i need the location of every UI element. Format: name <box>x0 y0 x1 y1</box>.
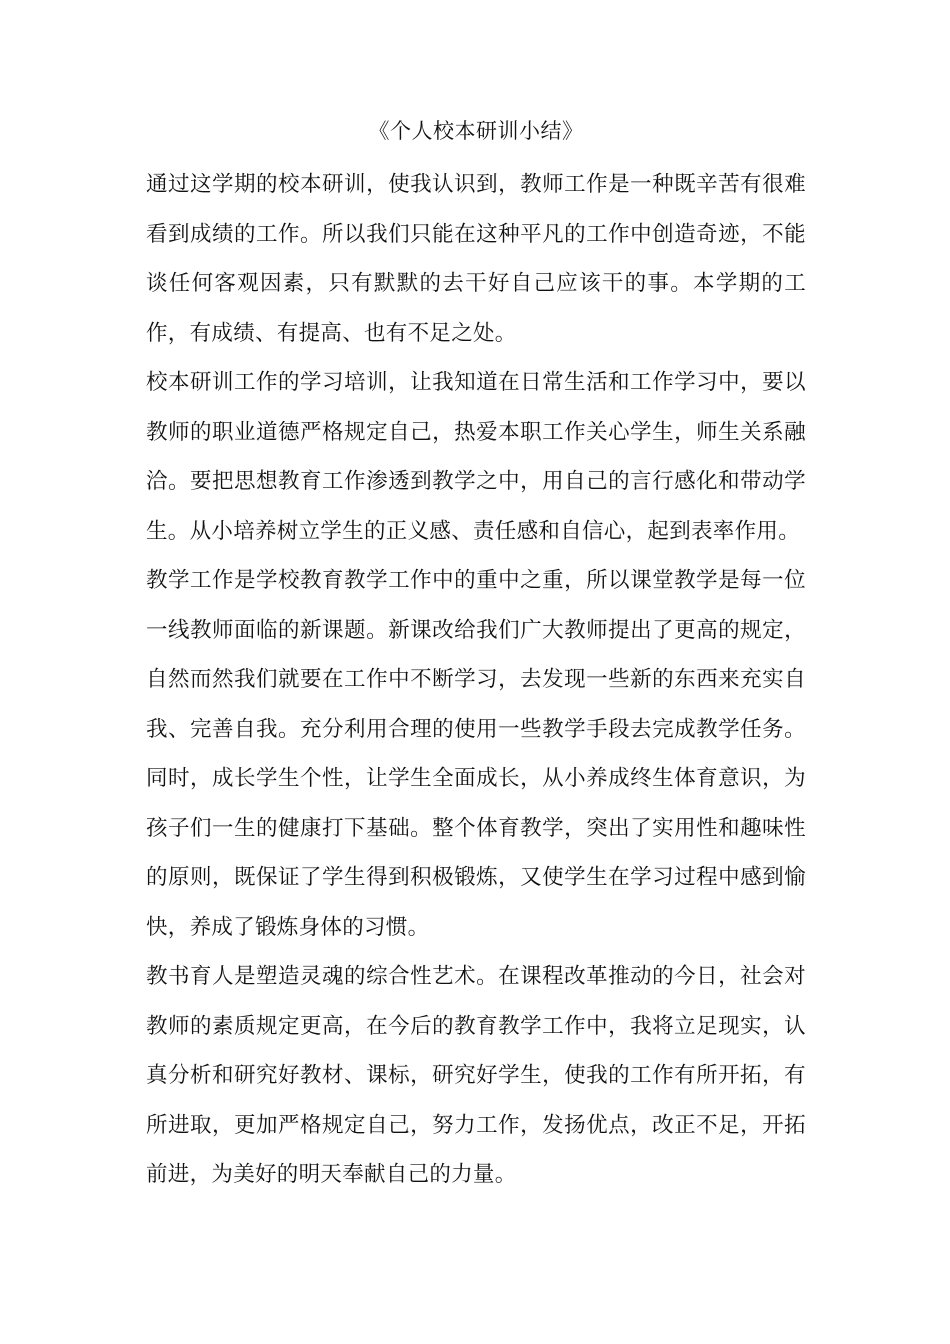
document-page <box>146 116 806 1200</box>
paragraph-1: 通过这学期的校本研训，使我认识到，教师工作是一种既辛苦有很难看到成绩的工作。所以我们只能在这种平凡的工作中创造奇迹，不能谈任何客观因素，只有默默的去干好自己应该干的事。本学期的工作，有成绩、有提高、也有不足之处。 <box>146 172 806 346</box>
document-title: 《个人校本研训小结》 <box>368 119 584 143</box>
paragraph-3: 教学工作是学校教育教学工作中的重中之重，所以课堂教学是每一位一线教师面临的新课题。新课改给我们广大教师提出了更高的规定，自然而然我们就要在工作中不断学习，去发现一些新的东西来充实自我、完善自我。充分利用合理的使用一些教学手段去完成教学任务。同时，成长学生个性，让学生全面成长，从小养成终生体育意识，为孩子们一生的健康打下基础。整个体育教学，突出了实用性和趣味性的原则，既保证了学生得到积极锻炼，又使学生在学习过程中感到愉快，养成了锻炼身体的习惯。 <box>146 568 806 940</box>
paragraph-4: 教书育人是塑造灵魂的综合性艺术。在课程改革推动的今日，社会对教师的素质规定更高，在今后的教育教学工作中，我将立足现实，认真分析和研究好教材、课标，研究好学生，使我的工作有所开拓，有所进取，更加严格规定自己，努力工作，发扬优点，改正不足，开拓前进，为美好的明天奉献自己的力量。 <box>146 964 806 1187</box>
paragraph-2: 校本研训工作的学习培训，让我知道在日常生活和工作学习中，要以教师的职业道德严格规定自己，热爱本职工作关心学生，师生关系融洽。要把思想教育工作渗透到教学之中，用自己的言行感化和带动学生。从小培养树立学生的正义感、责任感和自信心，起到表率作用。 <box>146 370 806 544</box>
